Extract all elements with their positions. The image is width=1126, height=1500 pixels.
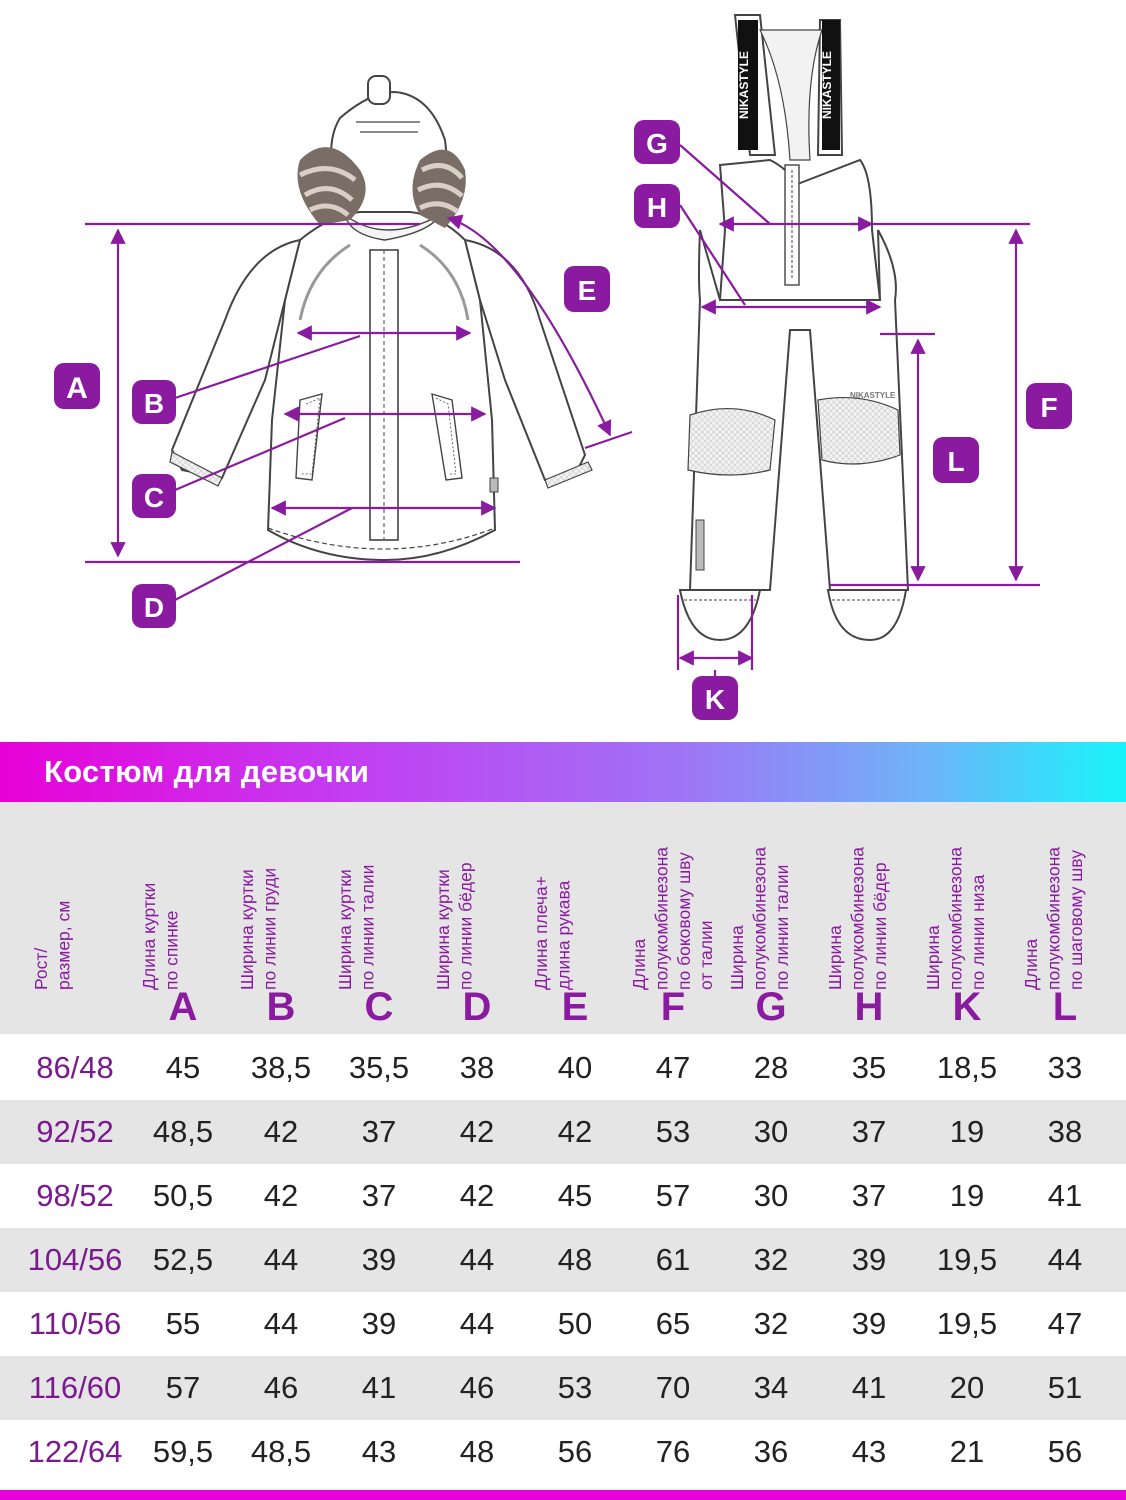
svg-text:G: G (646, 128, 668, 159)
header-label: Ширина куртки по линии талии (335, 864, 378, 990)
header-size (20, 802, 130, 1034)
table-title-banner (0, 742, 1126, 802)
value-cell: 41 (851, 1370, 887, 1405)
value-cell: 53 (655, 1114, 691, 1149)
value-cell: 32 (753, 1306, 789, 1341)
value-cell: 18,5 (936, 1050, 998, 1085)
svg-text:A: A (66, 372, 88, 405)
header-label: Ширина полукомбинезона по линии низа (923, 847, 988, 990)
badge-g (634, 120, 680, 164)
size-cell: 86/48 (36, 1050, 114, 1085)
svg-text:NIKASTYLE: NIKASTYLE (737, 50, 751, 120)
header-label: Ширина полукомбинезона по линии бёдер (825, 847, 890, 990)
badge-c (132, 474, 176, 518)
value-cell: 43 (361, 1434, 397, 1469)
header-letter: H (854, 985, 884, 1029)
table-row (0, 1036, 1126, 1100)
badge-f (1026, 383, 1072, 429)
value-cell: 42 (459, 1178, 495, 1213)
table-row (0, 1356, 1126, 1420)
value-cell: 47 (655, 1050, 691, 1085)
value-cell: 38,5 (250, 1050, 312, 1085)
value-cell: 76 (655, 1434, 691, 1469)
overalls-drawing (680, 15, 908, 640)
header-label: Длина полукомбинезона по боковому шву от талии (629, 847, 717, 990)
header-label: Ширина куртки по линии груди (237, 867, 280, 990)
header-col-a (134, 802, 232, 1034)
value-cell: 37 (851, 1114, 887, 1149)
svg-text:F: F (1040, 392, 1058, 423)
value-cell: 19 (949, 1178, 985, 1213)
jacket-drawing (170, 76, 592, 560)
value-cell: 53 (557, 1370, 593, 1405)
header-label: Длина полукомбинезона по шаговому шву (1021, 847, 1086, 990)
svg-text:L: L (947, 446, 965, 477)
header-col-l (1016, 802, 1114, 1034)
badge-h (634, 184, 680, 228)
value-cell: 39 (361, 1242, 397, 1277)
value-cell: 65 (655, 1306, 691, 1341)
bottom-bar (0, 1490, 1126, 1500)
garment-illustration (0, 0, 1126, 740)
value-cell: 35 (851, 1050, 887, 1085)
header-col-k (918, 802, 1016, 1034)
value-cell: 28 (753, 1050, 789, 1085)
badge-b (132, 380, 176, 424)
value-cell: 35,5 (348, 1050, 410, 1085)
table-row (0, 1100, 1126, 1164)
value-cell: 57 (165, 1370, 201, 1405)
value-cell: 56 (557, 1434, 593, 1469)
value-cell: 42 (557, 1114, 593, 1149)
svg-text:NIKASTYLE: NIKASTYLE (850, 391, 896, 400)
header-col-h (820, 802, 918, 1034)
value-cell: 33 (1047, 1050, 1083, 1085)
value-cell: 46 (263, 1370, 299, 1405)
value-cell: 56 (1047, 1434, 1083, 1469)
table-header (0, 802, 1126, 1034)
value-cell: 52,5 (152, 1242, 214, 1277)
header-label: Ширина куртки по линии бёдер (433, 862, 476, 990)
value-cell: 50,5 (152, 1178, 214, 1213)
badge-l (933, 437, 979, 483)
svg-text:E: E (577, 275, 597, 306)
value-cell: 48,5 (152, 1114, 214, 1149)
header-col-d (428, 802, 526, 1034)
value-cell: 48 (557, 1242, 593, 1277)
value-cell: 36 (753, 1434, 789, 1469)
header-col-g (722, 802, 820, 1034)
header-letter: B (266, 985, 296, 1029)
value-cell: 39 (851, 1242, 887, 1277)
header-col-e (526, 802, 624, 1034)
header-letter: A (168, 985, 198, 1029)
header-letter: E (561, 985, 589, 1029)
value-cell: 59,5 (152, 1434, 214, 1469)
value-cell: 50 (557, 1306, 593, 1341)
value-cell: 20 (949, 1370, 985, 1405)
value-cell: 44 (1047, 1242, 1083, 1277)
value-cell: 57 (655, 1178, 691, 1213)
value-cell: 40 (557, 1050, 593, 1085)
badge-k (692, 676, 738, 720)
value-cell: 44 (263, 1306, 299, 1341)
svg-text:D: D (143, 592, 165, 623)
badge-d (132, 584, 176, 628)
value-cell: 48,5 (250, 1434, 312, 1469)
value-cell: 32 (753, 1242, 789, 1277)
header-size-label: Рост/ размер, см (31, 900, 74, 990)
value-cell: 45 (165, 1050, 201, 1085)
header-col-f (624, 802, 722, 1034)
size-cell: 98/52 (36, 1178, 114, 1213)
value-cell: 47 (1047, 1306, 1083, 1341)
header-letter: G (755, 985, 787, 1029)
value-cell: 42 (263, 1114, 299, 1149)
svg-text:K: K (704, 684, 726, 715)
value-cell: 61 (655, 1242, 691, 1277)
header-letter: D (462, 985, 492, 1029)
value-cell: 19 (949, 1114, 985, 1149)
value-cell: 42 (459, 1114, 495, 1149)
value-cell: 48 (459, 1434, 495, 1469)
header-label: Ширина полукомбинезона по линии талии (727, 847, 792, 990)
header-letter: K (952, 985, 982, 1029)
size-cell: 122/64 (27, 1434, 123, 1469)
value-cell: 37 (851, 1178, 887, 1213)
header-col-c (330, 802, 428, 1034)
table-row (0, 1164, 1126, 1228)
svg-text:C: C (143, 482, 165, 513)
value-cell: 30 (753, 1114, 789, 1149)
value-cell: 21 (949, 1434, 985, 1469)
table-title: Костюм для девочки (44, 754, 370, 789)
badge-a (54, 363, 100, 409)
value-cell: 45 (557, 1178, 593, 1213)
size-cell: 104/56 (27, 1242, 123, 1277)
value-cell: 37 (361, 1114, 397, 1149)
header-letter: C (364, 985, 394, 1029)
header-letter: L (1052, 985, 1078, 1029)
badge-e (564, 266, 610, 312)
table-row (0, 1420, 1126, 1484)
value-cell: 38 (1047, 1114, 1083, 1149)
value-cell: 44 (459, 1242, 495, 1277)
value-cell: 51 (1047, 1370, 1083, 1405)
svg-text:B: B (143, 388, 165, 419)
value-cell: 46 (459, 1370, 495, 1405)
svg-text:H: H (646, 192, 668, 223)
table-row (0, 1292, 1126, 1356)
value-cell: 41 (1047, 1178, 1083, 1213)
table-row (0, 1228, 1126, 1292)
header-letter: F (660, 985, 686, 1029)
value-cell: 43 (851, 1434, 887, 1469)
value-cell: 34 (753, 1370, 789, 1405)
header-col-b (232, 802, 330, 1034)
value-cell: 70 (655, 1370, 691, 1405)
header-label: Длина куртки по спинке (139, 882, 182, 990)
value-cell: 41 (361, 1370, 397, 1405)
value-cell: 19,5 (936, 1306, 998, 1341)
value-cell: 44 (263, 1242, 299, 1277)
value-cell: 39 (851, 1306, 887, 1341)
value-cell: 37 (361, 1178, 397, 1213)
value-cell: 55 (165, 1306, 201, 1341)
size-cell: 116/60 (28, 1370, 122, 1405)
header-label: Длина плеча+ длина рукава (531, 875, 574, 990)
svg-text:NIKASTYLE: NIKASTYLE (820, 50, 834, 120)
value-cell: 30 (753, 1178, 789, 1213)
size-cell: 92/52 (36, 1114, 114, 1149)
value-cell: 39 (361, 1306, 397, 1341)
size-cell: 110/56 (28, 1306, 122, 1341)
value-cell: 38 (459, 1050, 495, 1085)
value-cell: 19,5 (936, 1242, 998, 1277)
value-cell: 44 (459, 1306, 495, 1341)
value-cell: 42 (263, 1178, 299, 1213)
